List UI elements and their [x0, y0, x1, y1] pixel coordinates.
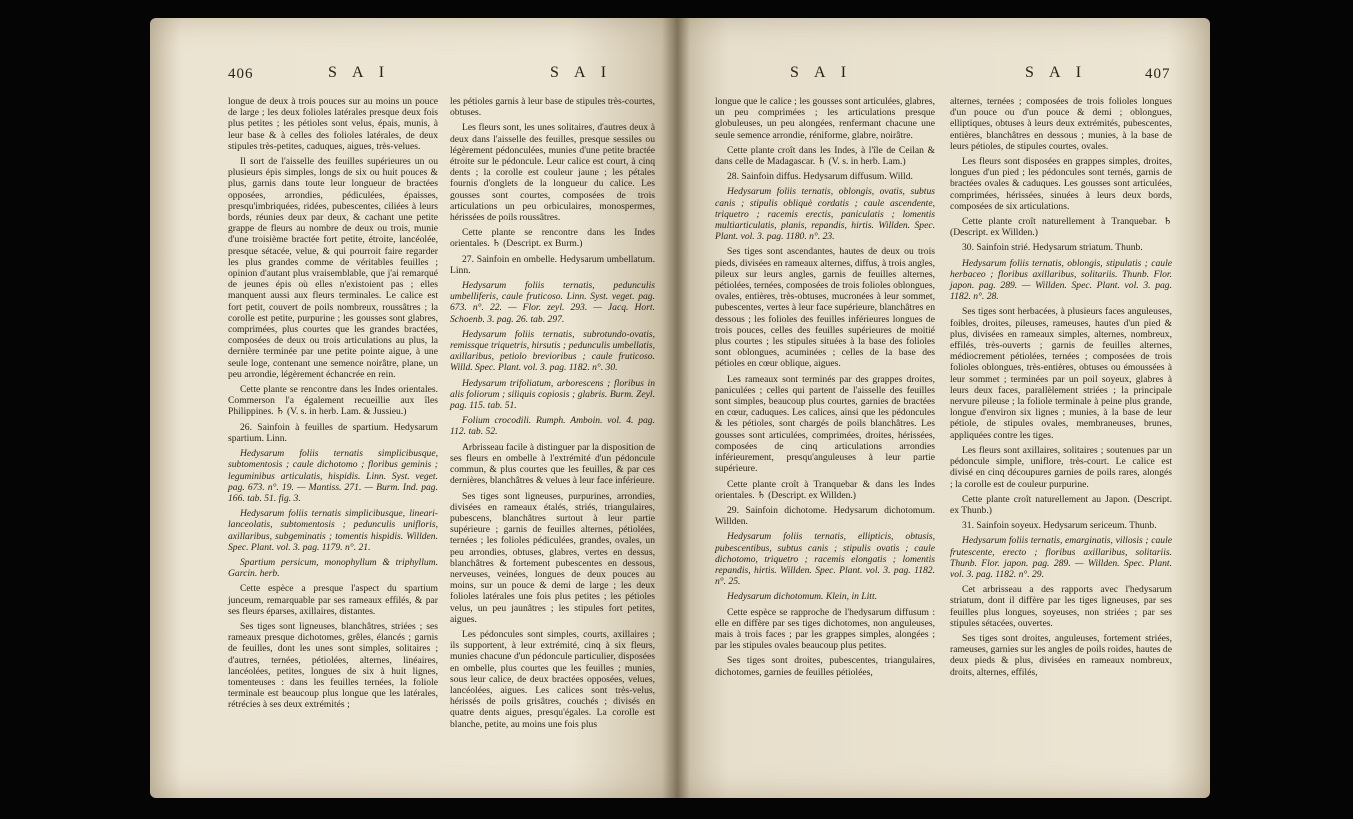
paragraph: Cet arbrisseau a des rapports avec l'hedysarum striatum, dont il diffère par les tiges ligneuses, par ses feuilles plus longues, soyeuses, non striées ; par ses stipules sétacées, ouvertes.: [950, 584, 1172, 629]
right-page: [675, 18, 1210, 798]
synonym: Hedysarum dichotomum. Klein, in Litt.: [727, 591, 878, 603]
latin-diagnosis: Hedysarum foliis ternatis, subrotundo-ovatis, remissque triquetris, hirsutis ; pedunculis umbellatis, axillaribus, petiolo brevioribus ; caule fruticoso. Willd. Spec. Plant. vol. 3. pag. 1182. n°. 30.: [450, 328, 655, 374]
right-column-1: [715, 96, 935, 682]
paragraph: les pétioles garnis à leur base de stipules très-courtes, obtuses.: [450, 96, 655, 119]
paragraph: Ses tiges sont herbacées, à plusieurs faces anguleuses, foibles, droites, pileuses, rameuses, hautes d'un pied & plus, divisées en rameaux simples, alternes, nombreux, effilés, très-ouverts ; garnis de feuilles alternes, médiocrement pétiolées, ternées ; composées de trois folioles oblongues, très-entières, obtuses ou émoussées à leur sommet ; terminées par un poil soyeux, glabres à leurs deux faces, parallèlement striées ; la principale nervure pileuse ; la foliole terminale à peine plus grande, longue d'environ six lignes ; munies, à la base de leur pétiole, de stipules ovales, membraneuses, brunes, appliquées contre les tiges.: [950, 306, 1172, 441]
paragraph: Les rameaux sont terminés par des grappes droites, paniculées ; celles qui partent de l'aisselle des feuilles sont simples, beaucoup plus courtes, garnies de bractées en cœur, caduques. Les calices, ainsi que les pédoncules & les pétioles, sont chargés de poils blanchâtres. Les gousses sont articulées, comprimées, droites, hérissées, composées de cinq articulations arrondies inférieurement, presqu'anguleuses à leur partie supérieure.: [715, 373, 935, 475]
paragraph: Il sort de l'aisselle des feuilles supérieures un ou plusieurs épis simples, longs de six ou huit pouces & plus, garnis dans toute leur longueur de bractées opposées, arrondies, pédiculées, épaisses, presqu'imbriquées, ridées, pubescentes, ciliées à leurs bords, réunies deux par deux, & cachant une petite grappe de fleurs au nombre de deux ou trois, munie d'une troisième bractée fort petite, étroite, lancéolée, presque sétacée, velue, & qui pourroit faire regarder les plus grandes comme de véritables feuilles ; opinion d'autant plus vraisemblable, que j'ai remarqué de jeunes épis où elles n'existoient pas ; elles manquent aussi aux fleurs terminales. Le calice est fort petit, couvert de poils nombreux, roussâtres ; la corolle est petite, purpurine ; les gousses sont glabres, comprimées, plus courtes que les grandes bractées, composées de deux ou trois articulations au plus, la dernière terminée par une petite pointe aigue, à une seule loge, contenant une semence noirâtre, plane, un peu arrondie, légèrement échancrée en rein.: [228, 156, 438, 380]
right-running-head: S A I: [790, 64, 853, 81]
left-running-head-2: S A I: [550, 64, 613, 81]
paragraph: Arbrisseau facile à distinguer par la disposition de ses fleurs en ombelle à l'extrémité d'un pédoncule commun, & plus courtes que les feuilles, & par ces dernières, blanchâtres & velues à leur face inférieure.: [450, 441, 655, 487]
paragraph: longue que le calice ; les gousses sont articulées, glabres, un peu comprimées ; les articulations presque globuleuses, un peu alongées, renfermant chacune une seule semence arrondie, réniforme, glabre, noirâtre.: [715, 96, 935, 141]
left-page: [150, 18, 675, 798]
synonym: Hedysarum trifoliatum, arborescens ; floribus in alis foliorum ; siliquis copiosis ; glabris. Burm. Zeyl. pag. 115. tab. 51.: [450, 377, 655, 412]
synonym: Spartium persicum, monophyllum & triphyllum. Garcin. herb.: [228, 556, 438, 580]
entry-heading: 29. Sainfoin dichotome. Hedysarum dichotomum. Willden.: [715, 504, 935, 528]
latin-diagnosis: Hedysarum foliis ternatis, ellipticis, obtusis, pubescentibus, subtus canis ; stipulis ovatis ; caule dichotomo, triquetro ; racemis elongatis ; lomentis repandis, hirtis. Willden. Spec. Plant. vol. 3. pag. 1182. n°. 25.: [715, 531, 935, 588]
entry-heading: 31. Sainfoin soyeux. Hedysarum sericeum. Thunb.: [962, 520, 1157, 532]
entry-heading: 28. Sainfoin diffus. Hedysarum diffusum. Willd.: [727, 171, 913, 183]
left-column-1: [228, 96, 438, 715]
paragraph: Cette espèce se rapproche de l'hedysarum diffusum : elle en diffère par ses tiges dichotomes, non anguleuses, mais à trois faces ; par les grappes simples, alongées ; par les stipules ovales beaucoup plus petites.: [715, 606, 935, 652]
left-column-2: [450, 96, 655, 734]
latin-diagnosis: Hedysarum foliis ternatis, oblongis, stipulatis ; caule herbaceo ; floribus axillaribus, solitariis. Thunb. Flor. japon. pag. 289. — Willden. Spec. Plant. vol. 3. pag. 1182. n°. 28.: [950, 257, 1172, 303]
paragraph: Ses tiges sont droites, pubescentes, triangulaires, dichotomes, garnies de feuilles pétiolées,: [715, 655, 935, 678]
paragraph: longue de deux à trois pouces sur au moins un pouce de large ; les deux folioles latérales presque deux fois plus petites ; les pétioles sont velus, épais, munis, à leur base & à celles des folioles latérales, de deux stipules très-petites, caduques, aigues, très-velues.: [228, 96, 438, 152]
paragraph: Les fleurs sont disposées en grappes simples, droites, longues d'un pied ; les pédoncules sont ternés, garnis de bractées ovales & caduques. Les gousses sont articulées, comprimées, hérissées, sinuées à leurs deux bords, composées de six articulations.: [950, 156, 1172, 212]
latin-diagnosis: Hedysarum foliis ternatis simplicibusque, lineari-lanceolatis, subtomentosis ; pedunculis unifloris, axillaribus, subgeminatis ; tomentis hispidis. Willden. Spec. Plant. vol. 3. pag. 1179. n°. 21.: [228, 508, 438, 553]
synonym: Folium crocodili. Rumph. Amboin. vol. 4. pag. 112. tab. 52.: [450, 415, 655, 438]
right-page-number: 407: [1145, 66, 1171, 82]
right-running-head-2: S A I: [1025, 64, 1088, 81]
paragraph: Ses tiges sont ligneuses, blanchâtres, striées ; ses rameaux presque dichotomes, grêles, élancés ; garnis de feuilles, dont les unes sont simples, solitaires ; d'autres, ternées, pétiolées, alternes, linéaires, lancéolées, petites, longues de six à huit lignes, tomenteuses : dans les feuilles ternées, la foliole terminale est beaucoup plus longue que les latérales, rétrécies à ses deux extrémités ;: [228, 620, 438, 711]
latin-diagnosis: Hedysarum foliis ternatis, oblongis, ovatis, subtus canis ; stipulis obliquè cordatis ; caule ascendente, triquetro ; racemis erectis, paniculatis ; lomentis multiarticulatis, planis, repandis, hirtis. Willden. Spec. Plant. vol. 3. pag. 1180. n°. 23.: [715, 186, 935, 243]
latin-diagnosis: Hedysarum foliis ternatis, pedunculis umbelliferis, caule fruticoso. Linn. Syst. veget. pag. 673. n°. 22. — Flor. zeyl. 293. — Jacq. Hort. Schoenb. 3. pag. 26. tab. 297.: [450, 280, 655, 325]
open-book: [150, 18, 1210, 808]
paragraph: Cette plante se rencontre dans les Indes orientales. ♄ (Descript. ex Burm.): [450, 227, 655, 250]
book-gutter: [662, 18, 690, 798]
paragraph: Cette plante se rencontre dans les Indes orientales. Commerson l'a également recueillie aux îles Philippines. ♄ (V. s. in herb. Lam. & Jussieu.): [228, 384, 438, 418]
entry-heading: 27. Sainfoin en ombelle. Hedysarum umbellatum. Linn.: [450, 253, 655, 276]
paragraph: alternes, ternées ; composées de trois folioles longues d'un pouce ou d'un pouce & demi ; oblongues, elliptiques, obtuses à leurs deux extrémités, pubescentes, entières, blanchâtres en dessous ; munies, à la base de leurs pétioles, de stipules courtes, ovales.: [950, 96, 1172, 152]
entry-heading: 30. Sainfoin strié. Hedysarum striatum. Thunb.: [962, 242, 1143, 254]
left-running-head: S A I: [328, 64, 391, 81]
paragraph: Cette plante croît naturellement à Tranquebar. ♄ (Descript. ex Willden.): [950, 216, 1172, 239]
paragraph: Ses tiges sont ascendantes, hautes de deux ou trois pieds, divisées en rameaux alternes, diffus, à trois angles, pileux sur leurs angles, garnis de feuilles alternes, pétiolées, ternées, composées de trois folioles oblongues, ovales, entières, très-obtuses, mucronées à leur sommet, pubescentes, vertes à leur face supérieure, blanchâtres en dessous ; les folioles des feuilles inférieures longues de trois pouces, celles des feuilles supérieures de moitié plus courtes ; les stipules situées à la base des folioles sont oblongues, acuminées ; celles de la base des pétioles en cœur oblique, aigues.: [715, 246, 935, 370]
left-page-number: 406: [228, 66, 254, 82]
right-column-2: [950, 96, 1172, 682]
paragraph: Cette plante croît à Tranquebar & dans les Indes orientales. ♄ (Descript. ex Willden.): [715, 478, 935, 501]
paragraph: Cette espèce a presque l'aspect du spartium junceum, remarquable par ses rameaux effilés, & par ses fleurs éparses, axillaires, distantes.: [228, 583, 438, 617]
latin-diagnosis: Hedysarum foliis ternatis simplicibusque, subtomentosis ; caule dichotomo ; floribus geminis ; leguminibus articulatis, hispidis. Linn. Syst. veget. pag. 673. n°. 19. — Mantiss. 271. — Burm. Ind. pag. 166. tab. 51. fig. 3.: [228, 448, 438, 504]
paragraph: Les fleurs sont axillaires, solitaires ; soutenues par un pédoncule simple, uniflore, très-court. Le calice est divisé en cinq découpures garnies de poils rares, alongés ; la corolle est de couleur purpurine.: [950, 444, 1172, 490]
latin-diagnosis: Hedysarum foliis ternatis, emarginatis, villosis ; caule frutescente, erecto ; floribus axillaribus, solitariis. Thunb. Flor. japon. pag. 289. — Willden. Spec. Plant. vol. 3. pag. 1182. n°. 29.: [950, 535, 1172, 580]
paragraph: Cette plante croît dans les Indes, à l'île de Ceilan & dans celle de Madagascar. ♄ (V. s. in herb. Lam.): [715, 144, 935, 168]
paragraph: Les pédoncules sont simples, courts, axillaires ; ils supportent, à leur extrémité, cinq à six fleurs, munies chacune d'un pédoncule particulier, disposées en ombelle, plus courtes que les feuilles ; munies, sous leur calice, de deux bractées opposées, velues, lancéolées, aigues. Les calices sont très-velus, hérissés de poils grisâtres, couchés ; divisés en quatre dents aigues, presqu'égales. La corolle est blanche, petite, au moins une fois plus: [450, 628, 655, 730]
paragraph: Ses tiges sont ligneuses, purpurines, arrondies, divisées en rameaux étalés, striés, triangulaires, pubescens, blanchâtres surtout à leur partie supérieure ; garnis de feuilles alternes, pétiolées, ternées ; les folioles pédiculées, grandes, ovales, un peu arrondies, obtuses, glabres, vertes en dessus, blanchâtres & fortement pubescentes en dessous, nerveuses, veinées, longues de deux pouces au moins, sur un pouce & demi de large ; les deux folioles latérales une fois plus petites ; les pétioles velus, un peu jaunâtres ; les stipules fort petites, aigues.: [450, 490, 655, 625]
paragraph: Ses tiges sont droites, anguleuses, fortement striées, rameuses, garnies sur les angles de poils roides, hautes de deux pieds & plus, divisées en rameaux nombreux, droits, alternes, effilés,: [950, 632, 1172, 678]
paragraph: Les fleurs sont, les unes solitaires, d'autres deux à deux dans l'aisselle des feuilles, presque sessiles ou légèrement pédonculées, munies d'une petite bractée étroite sur le pédoncule. Leur calice est court, à cinq dents ; la corolle est couleur jaune ; les pétales fournis d'onglets de la longueur du calice. Les gousses sont courtes, composées de trois articulations un peu orbiculaires, monospermes, hérissées de poils roussâtres.: [450, 122, 655, 224]
paragraph: Cette plante croît naturellement au Japon. (Descript. ex Thunb.): [950, 493, 1172, 516]
entry-heading: 26. Sainfoin à feuilles de spartium. Hedysarum spartium. Linn.: [228, 421, 438, 444]
